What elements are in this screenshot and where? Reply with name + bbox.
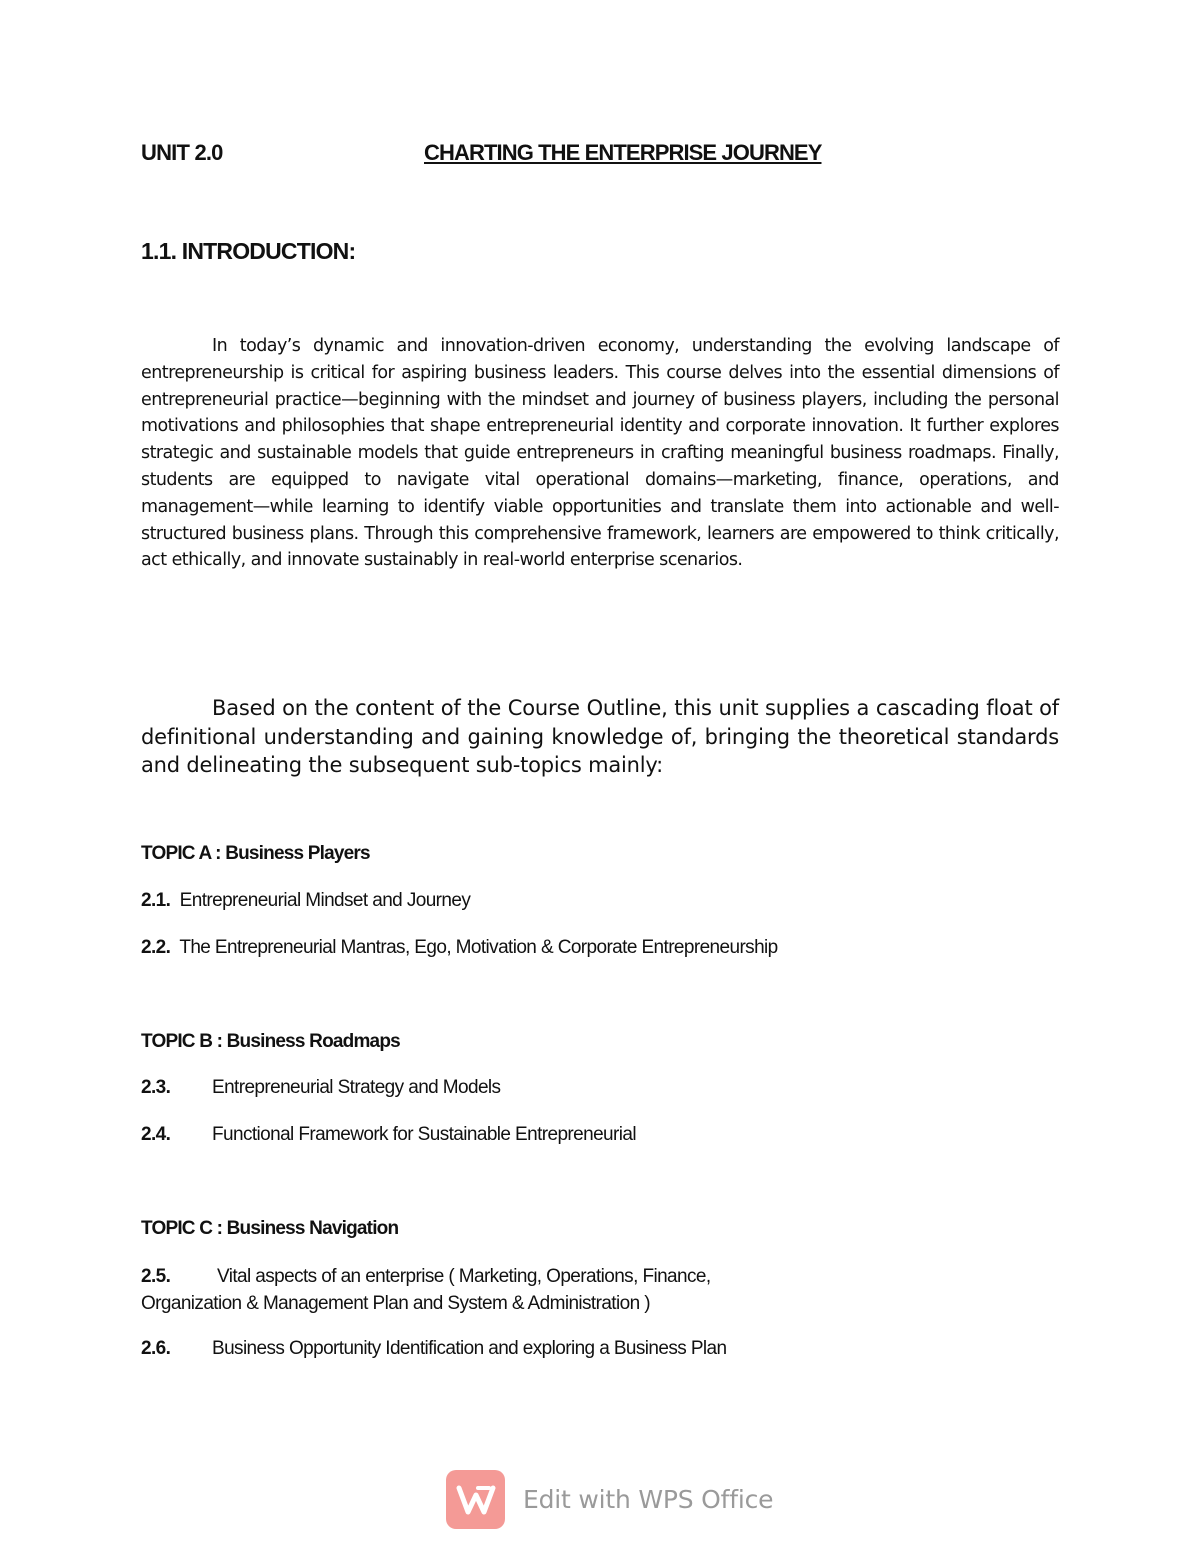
wps-watermark[interactable] xyxy=(446,1470,773,1529)
item-text: The Entrepreneurial Mantras, Ego, Motivation & Corporate Entrepreneurship xyxy=(179,937,778,958)
list-item xyxy=(141,1077,500,1099)
list-item xyxy=(141,937,778,959)
item-number: 2.4. xyxy=(141,1124,171,1145)
item-number: 2.6. xyxy=(141,1338,171,1359)
wps-logo-icon xyxy=(446,1470,505,1529)
item-text: Entrepreneurial Mindset and Journey xyxy=(179,890,471,911)
topic-c-heading: TOPIC C : Business Navigation xyxy=(141,1218,399,1239)
item-text: Vital aspects of an enterprise ( Marketing, Operations, Finance, xyxy=(217,1266,711,1287)
item-text: Entrepreneurial Strategy and Models xyxy=(212,1077,501,1098)
list-item xyxy=(141,1338,726,1360)
item-number: 2.2. xyxy=(141,937,171,958)
list-item xyxy=(141,1263,711,1317)
list-item xyxy=(141,890,470,912)
introduction-heading: 1.1. INTRODUCTION: xyxy=(141,238,356,264)
list-item xyxy=(141,1124,636,1146)
course-outline-paragraph xyxy=(141,694,1059,780)
topic-b-heading: TOPIC B : Business Roadmaps xyxy=(141,1031,400,1052)
unit-title: CHARTING THE ENTERPRISE JOURNEY xyxy=(424,140,822,165)
introduction-paragraph-text: In today’s dynamic and innovation-driven economy, understanding the evolving landscape of entrepreneurship is critical for aspiring business leaders. This course delves into the essential dimensions of entrepreneurial practice—beginning with the mindset and journey of business players, including the personal motivations and philosophies that shape entrepreneurial identity and corporate innovation. It further explores strategic and sustainable models that guide entrepreneurs in crafting meaningful business roadmaps. Finally, students are equipped to navigate vital operational domains—marketing, finance, operations, and management—while learning to identify viable opportunities and translate them into actionable and well-structured business plans. Through this comprehensive framework, learners are empowered to think critically, act ethically, and innovate sustainably in real-world enterprise scenarios. xyxy=(141,336,1059,571)
wps-watermark-text: Edit with WPS Office xyxy=(523,1485,774,1514)
course-outline-paragraph-text: Based on the content of the Course Outline, this unit supplies a cascading float of definitional understanding and gaining knowledge of, bringing the theoretical standards and delineating the subsequent sub-topics mainly: xyxy=(141,696,1059,777)
item-number: 2.5. xyxy=(141,1266,171,1287)
item-text: Business Opportunity Identification and exploring a Business Plan xyxy=(212,1338,727,1359)
item-number: 2.3. xyxy=(141,1077,171,1098)
item-number: 2.1. xyxy=(141,890,171,911)
item-text-continued: Organization & Management Plan and System & Administration ) xyxy=(141,1293,650,1314)
item-text: Functional Framework for Sustainable Entrepreneurial xyxy=(212,1124,636,1145)
unit-number: UNIT 2.0 xyxy=(141,140,223,165)
topic-a-heading: TOPIC A : Business Players xyxy=(141,843,370,864)
introduction-paragraph xyxy=(141,333,1059,574)
